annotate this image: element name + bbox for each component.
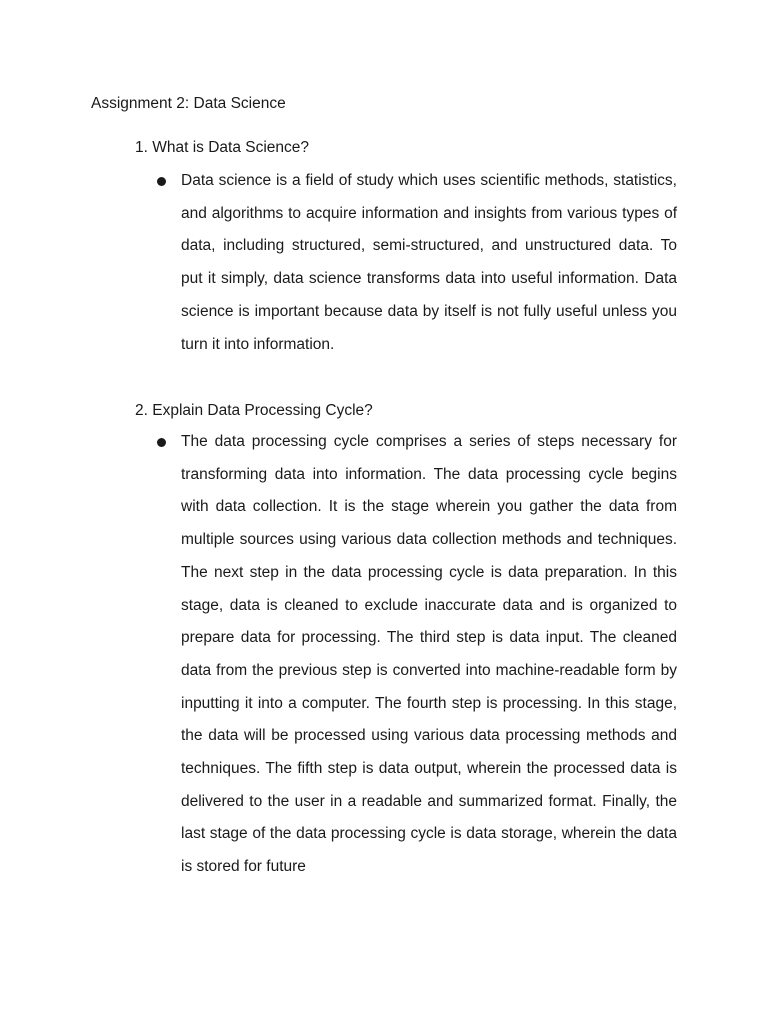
answer-1-text: Data science is a field of study which uses scientific methods, statistics, and algorithms to acquire information and insights from various types of data, including structured, semi-structured, and unstructured data. To put it simply, data science transforms data into useful information. Data science is important because data by itself is not fully useful unless you turn it into information. xyxy=(181,172,677,353)
question-2-heading: 2. Explain Data Processing Cycle? xyxy=(135,402,373,419)
bullet-icon xyxy=(157,438,166,447)
question-1-heading: 1. What is Data Science? xyxy=(135,139,310,156)
bullet-icon xyxy=(157,177,166,186)
document-title: Assignment 2: Data Science xyxy=(91,95,286,112)
answer-2-text: The data processing cycle comprises a series of steps necessary for transforming data into information. The data processing cycle begins with data collection. It is the stage wherein you gather the data from multiple sources using various data collection methods and techniques. The next step in the data processing cycle is data preparation. In this stage, data is cleaned to exclude inaccurate data and is organized to prepare data for processing. The third step is data input. The cleaned data from the previous step is converted into machine-readable form by inputting it into a computer. The fourth step is processing. In this stage, the data will be processed using various data processing methods and techniques. The fifth step is data output, wherein the processed data is delivered to the user in a readable and summarized format. Finally, the last stage of the data processing cycle is data storage, wherein the data is stored for future xyxy=(181,433,677,876)
